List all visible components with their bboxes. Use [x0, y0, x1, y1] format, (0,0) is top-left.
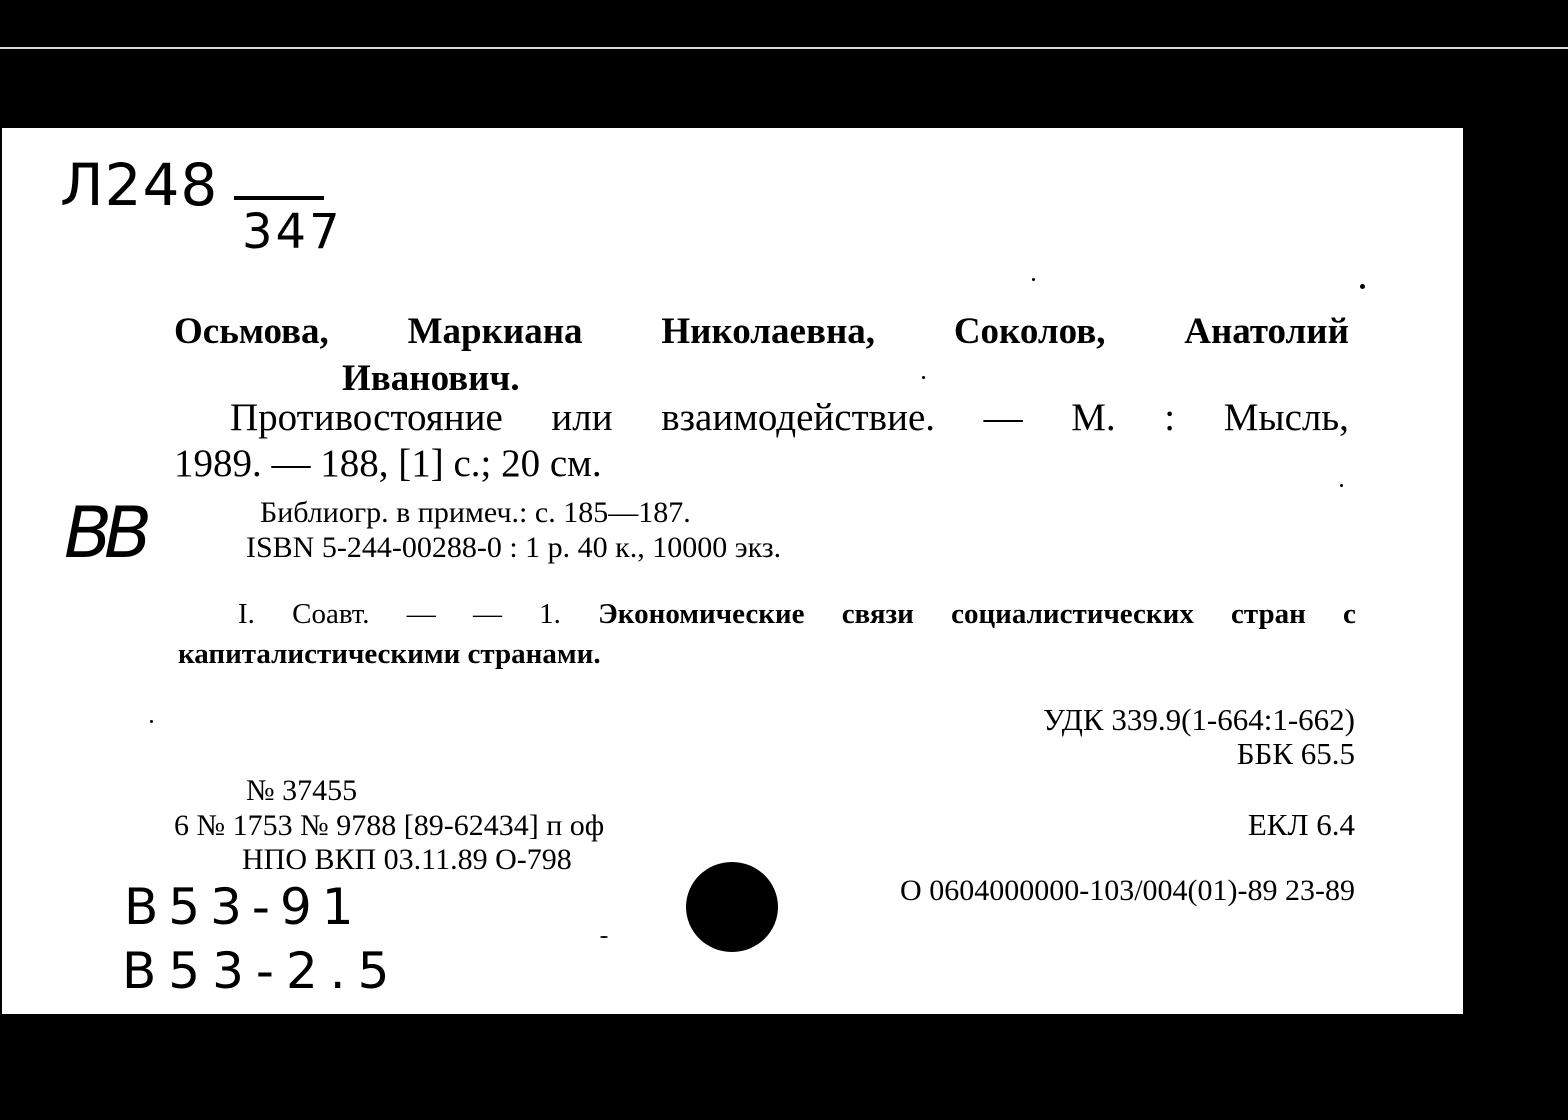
stamp-line-2: В53-2.5 — [122, 942, 402, 1000]
speck — [150, 720, 153, 723]
subjects-line-1 — [238, 600, 1356, 629]
title-word: — — [983, 396, 1023, 439]
author-word: Анатолий — [1184, 311, 1349, 352]
catalog-card — [2, 128, 1463, 1014]
subjects-line-2: капиталистическими странами. — [178, 638, 601, 670]
punch-hole — [686, 862, 778, 952]
card-number: № 37455 — [246, 774, 358, 807]
subject-word: связи — [841, 598, 914, 630]
title-line-2: 1989. — 188, [1] с.; 20 см. — [174, 442, 602, 485]
margin-mark: ВВ — [64, 492, 145, 574]
author-word: Николаевна, — [661, 311, 876, 352]
speck — [1360, 284, 1365, 289]
subject-word: с — [1343, 598, 1356, 630]
speck — [922, 376, 925, 379]
author-word: Осьмова, — [174, 311, 329, 352]
shelf-mark-divider — [234, 196, 324, 200]
udk-code: УДК 339.9(1-664:1-662) — [1042, 702, 1355, 737]
subject-word: — — [406, 598, 436, 630]
speck — [1340, 484, 1343, 487]
title-word: М. — [1071, 396, 1116, 439]
author-line-1 — [174, 313, 1349, 350]
author-line-2: Иванович. — [342, 358, 520, 399]
bbk-code: ББК 65.5 — [1236, 736, 1355, 771]
title-word: : — [1164, 396, 1176, 439]
subject-word: 1. — [539, 598, 561, 630]
subject-word: Экономические — [598, 598, 805, 630]
top-border-line — [0, 47, 1568, 49]
shelf-mark-top: Л248 — [60, 151, 219, 219]
subject-word: — — [472, 598, 502, 630]
print-line: 6 № 1753 № 9788 [89-62434] п оф — [174, 809, 605, 842]
code-line: О 0604000000-103/004(01)-89 23-89 — [900, 874, 1355, 907]
shelf-mark-bottom: 347 — [242, 204, 343, 260]
author-word: Соколов, — [953, 311, 1106, 352]
title-word: взаимодействие. — [661, 396, 935, 439]
title-word: Мысль, — [1223, 396, 1349, 439]
ekl-code: ЕКЛ 6.4 — [1247, 807, 1355, 842]
isbn-line: ISBN 5-244-00288-0 : 1 р. 40 к., 10000 экз. — [246, 531, 782, 564]
subject-word: I. — [238, 598, 255, 630]
title-word: или — [551, 396, 613, 439]
subject-word: социалистических — [951, 598, 1194, 630]
title-word: Противостояние — [230, 396, 503, 439]
subject-word: Соавт. — [292, 598, 370, 630]
bibliography-note: Библиогр. в примеч.: с. 185—187. — [260, 496, 691, 529]
npo-line: НПО ВКП 03.11.89 О-798 — [242, 843, 572, 876]
speck — [1032, 278, 1035, 281]
author-word: Маркиана — [407, 311, 583, 352]
subject-word: стран — [1231, 598, 1306, 630]
stamp-line-1: В53-91 — [124, 878, 364, 936]
title-line-1 — [230, 398, 1349, 437]
speck — [600, 936, 608, 938]
